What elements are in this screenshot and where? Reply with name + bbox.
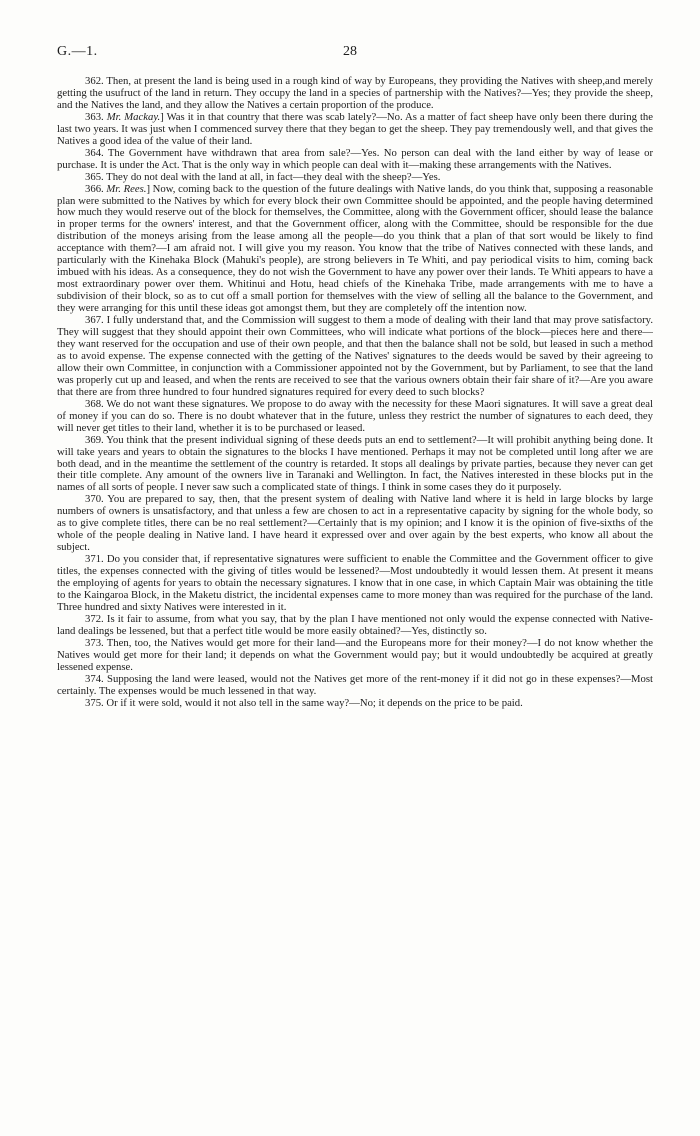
page-header bbox=[57, 44, 643, 66]
paragraph-375: 375. Or if it were sold, would it not also tell in the same way?—No; it depends on the price to be paid. bbox=[85, 696, 523, 709]
paragraph-370: 370. You are prepared to say, then, that the present system of dealing with Native land where it is held in large blocks by large numbers of owners is unsatisfactory, and that unless a few are chosen to act in a representative capacity by signing for the whole body, so as to give complete titles, there can be no real settlement?—Certainly that is my opinion; and I know it is the opinion of five-sixths of the whole of the people dealing in Native land. I have heard it expressed over and over again by the best experts, who know all about the subject. bbox=[57, 493, 653, 554]
paragraph-371: 371. Do you consider that, if representative signatures were sufficient to enable the Committee and the Government officer to give titles, the expenses connected with the giving of titles would be lessened?—Most undoubtedly it would lessen them. At present it means the employing of agents for years to obtain the necessary signatures. I know that in one case, in which Captain Mair was obtaining the title to the Kaingaroa Block, in the Maketu district, the incidental expenses came to more money than was required for the purchase of the land. Three hundred and sixty Natives were interested in it. bbox=[57, 553, 653, 613]
paragraph-366: 366. Mr. Rees.] Now, coming back to the question of the future dealings with Native lands, do you think that, supposing a reasonable plan were submitted to the Natives by which for every block their own Committee should be appointed, and the people having determined how much they would reserve out of the block for themselves, the Committee, along with the Government officer, should lease the balance in proper terms for the owners' interest, and that the Government officer, along with the Committee, should be responsible for the due distribution of the moneys arising from the lease among all the people—do you think that a plan of that sort would be likely to find acceptance with them?—I am afraid not. I will give you my reason. You know that the tribe of Natives connected with these lands, and particularly with the Kinehaka Block (Mahuki's people), are strong believers in Te Whiti, and pay periodical visits to him, coming back imbued with his ideas. As a consequence, they do not wish the Government to have any power over their lands. Te Whiti appears to have a most extraordinary power over them. Whitinui and Hotu, head chiefs of the Kinehaka Tribe, made arrangements with me to have a subdivision of their block, so as to cut off a small portion for themselves with the view of selling all the balance to the Government, and they were arranging for this until these ideas got amongst them, but they are completely off the intention now. bbox=[57, 182, 654, 315]
page-number: 28 bbox=[343, 44, 357, 59]
speaker-name: Mr. Mackay. bbox=[106, 110, 161, 123]
paragraph-368: 368. We do not want these signatures. We propose to do away with the necessity for these Maori signatures. It will save a great deal of money if you can do so. There is no doubt whatever that in the future, unless they restrict the number of signatures to each deed, they will never get titles to their land, whether it is to be purchased or leased. bbox=[57, 397, 653, 434]
paragraph-367: 367. I fully understand that, and the Commission will suggest to them a mode of dealing with their land that may prove satisfactory. They will suggest that they should appoint their own Committees, who will indicate what portions of the block—pieces here and there—they want reserved for the occupation and use of their own people, and that then the balance shall not be sold, but leased in such a method as to avoid expense. The expense connected with the getting of the Natives' signatures to the deeds would be saved by their agreeing to allow their own Committee, in conjunction with a Commissioner appointed not by the Government, but by Parliament, to see that the land was properly cut up and leased, and when the rents are received to see that the various owners obtain their fair share of it?—Are you aware that there are from three hundred to four hundred signatures required for every deed to such blocks? bbox=[57, 314, 653, 398]
paragraph-362: 362. Then, at present the land is being used in a rough kind of way by Europeans, they providing the Natives with sheep,and merely getting the usufruct of the land in return. They occupy the land in a species of partnership with the Natives?—Yes; they provide the sheep, and the Natives the land, and they allow the Natives a certain proportion of the produce. bbox=[57, 75, 653, 111]
paragraph-369: 369. You think that the present individual signing of these deeds puts an end to settlement?—It will prohibit anything being done. It will take years and years to obtain the signatures to the blocks I have mentioned. Perhaps it may not be completed until long after we are both dead, and in the meantime the settlement of the country is retarded. It stops all dealings by private parties, because they never can get their title complete. Any amount of the owners live in Taranaki and Wellington. In fact, the Natives interested in these blocks put in the names of all sorts of people. I never saw such a complicated state of things. I think in some cases they do it purposely. bbox=[57, 433, 653, 494]
evidence-text bbox=[57, 76, 653, 710]
document-reference: G.—1. bbox=[57, 44, 98, 59]
paragraph-363: 363. Mr. Mackay.] Was it in that country that there was scab lately?—No. As a matter of fact sheep have only been there during the last two years. It was just when I commenced survey there that they began to get the sheep. They pay tremendously well, and that gives the Natives a good idea of the value of their land. bbox=[57, 110, 654, 147]
paragraph-373: 373. Then, too, the Natives would get more for their land—and the Europeans more for their money?—I do not know whether the Natives would get more for their land; it depends on what the Government would pay; but it would undoubtedly be acquired at greatly lessened expense. bbox=[57, 636, 653, 673]
speaker-name: Mr. Rees. bbox=[106, 182, 147, 195]
paragraph-374: 374. Supposing the land were leased, would not the Natives get more of the rent-money if it did not go in these expenses?—Most certainly. The expenses would be much lessened in that way. bbox=[57, 672, 653, 697]
paragraph-372: 372. Is it fair to assume, from what you say, that by the plan I have mentioned not only would the expense connected with Native-land dealings be lessened, but that a perfect title would be more easily obtained?—Yes, distinctly so. bbox=[57, 612, 653, 637]
paragraph-364: 364. The Government have withdrawn that area from sale?—Yes. No person can deal with the land either by way of lease or purchase. It is under the Act. That is the only way in which people can deal with it—making these arrangements with the Natives. bbox=[57, 146, 653, 171]
paragraph-365: 365. They do not deal with the land at all, in fact—they deal with the sheep?—Yes. bbox=[85, 170, 441, 183]
